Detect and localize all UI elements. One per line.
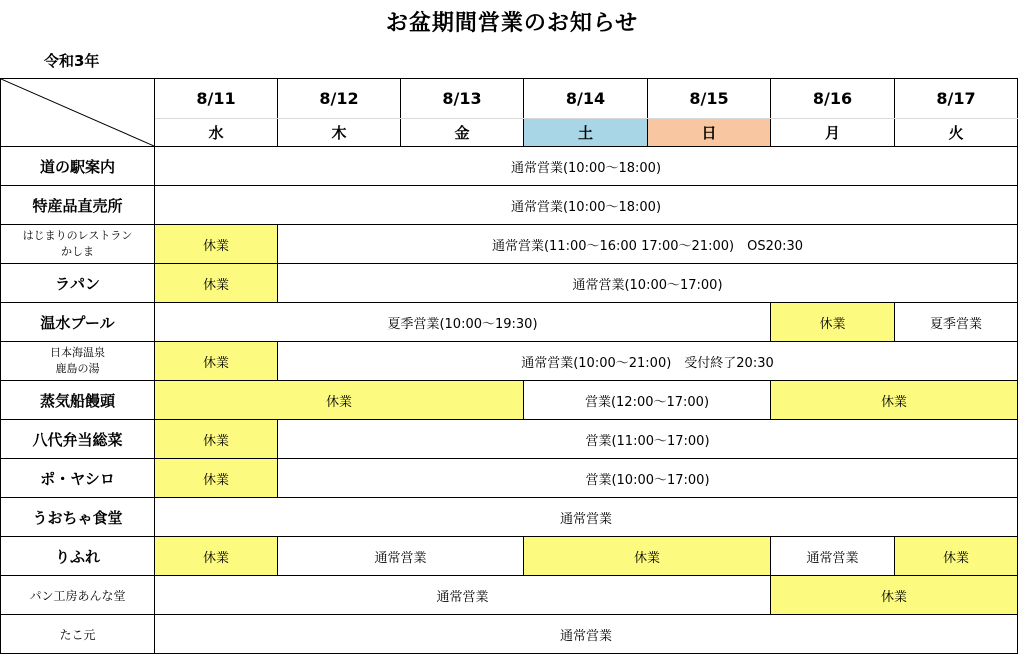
open-status-cell: 通常営業 [155,615,1018,654]
closed-status-cell: 休業 [155,264,278,303]
facility-name-line: はじまりのレストラン [22,229,133,242]
facility-name: 八代弁当総菜 [1,420,155,459]
schedule-table [0,78,1018,654]
open-status-cell: 通常営業(10:00～18:00) [155,186,1018,225]
facility-name [1,225,155,264]
closed-status-cell: 休業 [771,576,1018,615]
facility-row [1,420,1018,459]
facility-name-line: かしま [61,245,94,258]
facility-name [1,342,155,381]
facility-name: 温水プール [1,303,155,342]
date-cell: 8/12 [278,79,401,119]
facility-name-line: 日本海温泉 [50,346,105,359]
facility-name: 特産品直売所 [1,186,155,225]
facility-row [1,264,1018,303]
open-status-cell: 営業(12:00～17:00) [524,381,771,420]
open-status-cell: 通常営業 [155,576,771,615]
open-status-cell: 夏季営業(10:00～19:30) [155,303,771,342]
closed-status-cell: 休業 [155,342,278,381]
year-label: 令和3年 [44,52,100,70]
date-cell: 8/11 [155,79,278,119]
open-status-cell: 営業(10:00～17:00) [278,459,1018,498]
corner-diagonal-cell [1,79,155,147]
facility-name-line: 鹿島の湯 [55,362,100,375]
date-cell: 8/15 [648,79,771,119]
facility-name: 蒸気船饅頭 [1,381,155,420]
facility-row [1,381,1018,420]
page-title: お盆期間営業のお知らせ [385,11,639,36]
weekday-cell: 金 [401,119,524,147]
facility-name: うおちゃ食堂 [1,498,155,537]
open-status-cell: 通常営業 [155,498,1018,537]
closed-status-cell: 休業 [524,537,771,576]
facility-name: ラパン [1,264,155,303]
facility-name: りふれ [1,537,155,576]
closed-status-cell: 休業 [155,537,278,576]
date-header-row [1,79,1018,119]
closed-status-cell: 休業 [771,381,1018,420]
facility-name: ポ・ヤシロ [1,459,155,498]
open-status-cell: 通常営業 [771,537,895,576]
facility-row [1,186,1018,225]
closed-status-cell: 休業 [155,459,278,498]
open-status-cell: 夏季営業 [895,303,1018,342]
open-status-cell: 通常営業(10:00～21:00) 受付終了20:30 [278,342,1018,381]
date-cell: 8/14 [524,79,648,119]
open-status-cell: 通常営業(10:00～18:00) [155,147,1018,186]
facility-row [1,225,1018,264]
closed-status-cell: 休業 [155,381,524,420]
weekday-cell: 水 [155,119,278,147]
facility-name: 道の駅案内 [1,147,155,186]
facility-name: たこ元 [1,615,155,654]
date-cell: 8/13 [401,79,524,119]
weekday-cell: 月 [771,119,895,147]
facility-row [1,147,1018,186]
closed-status-cell: 休業 [155,225,278,264]
facility-row [1,576,1018,615]
facility-row [1,303,1018,342]
closed-status-cell: 休業 [771,303,895,342]
closed-status-cell: 休業 [895,537,1018,576]
open-status-cell: 通常営業(11:00～16:00 17:00～21:00) OS20:30 [278,225,1018,264]
facility-row [1,615,1018,654]
closed-status-cell: 休業 [155,420,278,459]
weekday-cell: 木 [278,119,401,147]
facility-row [1,459,1018,498]
date-cell: 8/16 [771,79,895,119]
open-status-cell: 通常営業(10:00～17:00) [278,264,1018,303]
date-cell: 8/17 [895,79,1018,119]
facility-row [1,537,1018,576]
weekday-cell-sunday: 日 [648,119,771,147]
facility-name: パン工房あんな堂 [1,576,155,615]
facility-row [1,498,1018,537]
open-status-cell: 通常営業 [278,537,524,576]
open-status-cell: 営業(11:00～17:00) [278,420,1018,459]
weekday-cell: 火 [895,119,1018,147]
facility-row [1,342,1018,381]
diagonal-line [1,79,154,146]
weekday-cell-saturday: 土 [524,119,648,147]
